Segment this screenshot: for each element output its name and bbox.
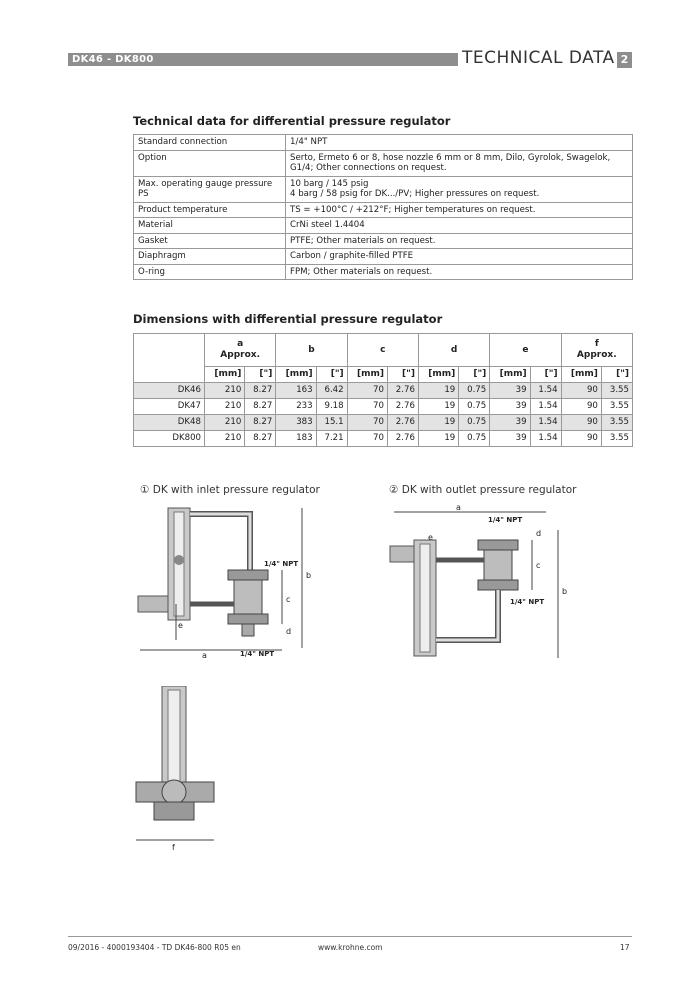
model-cell: DK800 xyxy=(134,431,205,447)
dimension-value: 2.76 xyxy=(387,383,418,399)
tech-row-key: Option xyxy=(134,150,286,176)
dimension-value: 210 xyxy=(205,383,245,399)
dimension-value: 6.42 xyxy=(316,383,347,399)
dimension-value: 8.27 xyxy=(245,415,276,431)
outlet-regulator-drawing xyxy=(386,500,576,662)
unit-header: [mm] xyxy=(205,367,245,383)
tech-row xyxy=(134,135,633,151)
dimension-value: 1.54 xyxy=(530,431,561,447)
dimension-value: 3.55 xyxy=(601,431,632,447)
dimension-group-header: e xyxy=(490,334,561,367)
dimension-value: 39 xyxy=(490,383,530,399)
dim-label-a: a xyxy=(202,651,207,660)
dimension-value: 1.54 xyxy=(530,383,561,399)
dimensions-table xyxy=(133,333,633,447)
dimension-value: 2.76 xyxy=(387,415,418,431)
model-cell: DK46 xyxy=(134,383,205,399)
inlet-regulator-drawing xyxy=(132,500,322,662)
product-name: DK46 - DK800 xyxy=(72,54,154,65)
dimension-group-header: c xyxy=(347,334,418,367)
dim-label-f: f xyxy=(172,843,175,850)
dimension-value: 70 xyxy=(347,415,387,431)
dimension-group-header: d xyxy=(418,334,489,367)
unit-header: ["] xyxy=(601,367,632,383)
dimension-value: 70 xyxy=(347,383,387,399)
dimension-row xyxy=(134,399,633,415)
tech-row xyxy=(134,249,633,265)
tech-row xyxy=(134,233,633,249)
dimension-value: 70 xyxy=(347,431,387,447)
dimension-row xyxy=(134,415,633,431)
dim-table-title: Dimensions with differential pressure regulator xyxy=(133,312,443,326)
dimension-value: 3.55 xyxy=(601,415,632,431)
dimension-value: 39 xyxy=(490,399,530,415)
dimension-value: 0.75 xyxy=(459,383,490,399)
figure-caption-outlet: ② DK with outlet pressure regulator xyxy=(389,484,577,496)
dimension-group-header: b xyxy=(276,334,347,367)
dimension-value: 2.76 xyxy=(387,431,418,447)
dimension-value: 90 xyxy=(561,399,601,415)
dimension-value: 19 xyxy=(418,383,458,399)
unit-header: [mm] xyxy=(418,367,458,383)
tech-row-value: Carbon / graphite-filled PTFE xyxy=(286,249,633,265)
dimension-row xyxy=(134,431,633,447)
tech-row-key: Standard connection xyxy=(134,135,286,151)
footer-document-id: 09/2016 - 4000193404 - TD DK46-800 R05 en xyxy=(68,943,241,952)
npt-label-bottom-2: 1/4" NPT xyxy=(510,598,545,606)
dimension-value: 3.55 xyxy=(601,399,632,415)
dimension-value: 2.76 xyxy=(387,399,418,415)
dim-label-d-2: d xyxy=(536,529,542,538)
tech-row-key: Diaphragm xyxy=(134,249,286,265)
dimension-value: 19 xyxy=(418,415,458,431)
dim-label-b: b xyxy=(306,571,312,580)
dimension-value: 8.27 xyxy=(245,399,276,415)
dimension-value: 39 xyxy=(490,415,530,431)
model-cell: DK47 xyxy=(134,399,205,415)
dimension-value: 0.75 xyxy=(459,431,490,447)
dimension-value: 210 xyxy=(205,431,245,447)
dimension-value: 3.55 xyxy=(601,383,632,399)
dim-label-a-2: a xyxy=(456,503,461,512)
tech-row-key: Material xyxy=(134,218,286,234)
dimension-value: 210 xyxy=(205,399,245,415)
tech-row xyxy=(134,264,633,280)
dimension-value: 9.18 xyxy=(316,399,347,415)
dimension-value: 8.27 xyxy=(245,383,276,399)
tech-row xyxy=(134,202,633,218)
dimension-value: 233 xyxy=(276,399,316,415)
tech-row-value: 10 barg / 145 psig 4 barg / 58 psig for DK.../PV; Higher pressures on request. xyxy=(286,176,633,202)
tech-row-value: TS = +100°C / +212°F; Higher temperatures on request. xyxy=(286,202,633,218)
dimension-value: 90 xyxy=(561,431,601,447)
unit-header: ["] xyxy=(530,367,561,383)
dimension-value: 0.75 xyxy=(459,399,490,415)
section-title: TECHNICAL DATA xyxy=(462,48,615,68)
figure-caption-inlet: ① DK with inlet pressure regulator xyxy=(140,484,320,496)
dimension-value: 90 xyxy=(561,383,601,399)
tech-row-value: FPM; Other materials on request. xyxy=(286,264,633,280)
tech-row-value: CrNi steel 1.4404 xyxy=(286,218,633,234)
unit-header: [mm] xyxy=(347,367,387,383)
dimension-row xyxy=(134,383,633,399)
dimension-value: 383 xyxy=(276,415,316,431)
dimension-value: 90 xyxy=(561,415,601,431)
dim-label-e-2: e xyxy=(428,533,433,542)
dimension-group-header: a Approx. xyxy=(205,334,276,367)
npt-label-bottom: 1/4" NPT xyxy=(240,650,275,658)
tech-row-key: Gasket xyxy=(134,233,286,249)
tech-row-value: PTFE; Other materials on request. xyxy=(286,233,633,249)
dimension-value: 163 xyxy=(276,383,316,399)
footer-divider xyxy=(68,936,632,937)
page-number: 17 xyxy=(620,943,630,952)
unit-header: [mm] xyxy=(490,367,530,383)
dimension-value: 1.54 xyxy=(530,415,561,431)
tech-row-value: 1/4" NPT xyxy=(286,135,633,151)
top-view-drawing xyxy=(132,686,222,850)
dimension-value: 210 xyxy=(205,415,245,431)
tech-table-title: Technical data for differential pressure regulator xyxy=(133,114,451,128)
dimension-value: 8.27 xyxy=(245,431,276,447)
tech-row-key: Max. operating gauge pressure PS xyxy=(134,176,286,202)
unit-header: ["] xyxy=(316,367,347,383)
tech-row-key: O-ring xyxy=(134,264,286,280)
footer-url[interactable]: www.krohne.com xyxy=(318,943,383,952)
npt-label-top: 1/4" NPT xyxy=(264,560,299,568)
dimension-value: 15.1 xyxy=(316,415,347,431)
dimension-group-header: f Approx. xyxy=(561,334,632,367)
npt-label-top-2: 1/4" NPT xyxy=(488,516,523,524)
tech-row xyxy=(134,218,633,234)
model-cell: DK48 xyxy=(134,415,205,431)
dim-label-b-2: b xyxy=(562,587,568,596)
dimension-value: 19 xyxy=(418,399,458,415)
unit-header: ["] xyxy=(245,367,276,383)
section-number: 2 xyxy=(617,52,632,68)
dimension-value: 7.21 xyxy=(316,431,347,447)
technical-data-table xyxy=(133,134,633,280)
dimension-value: 0.75 xyxy=(459,415,490,431)
dim-label-c-2: c xyxy=(536,561,541,570)
tech-row xyxy=(134,176,633,202)
unit-header: ["] xyxy=(459,367,490,383)
dim-label-e: e xyxy=(178,621,183,630)
unit-header: ["] xyxy=(387,367,418,383)
dim-label-c: c xyxy=(286,595,291,604)
dimension-value: 70 xyxy=(347,399,387,415)
dimension-value: 39 xyxy=(490,431,530,447)
dimension-value: 1.54 xyxy=(530,399,561,415)
unit-header: [mm] xyxy=(276,367,316,383)
dimension-value: 19 xyxy=(418,431,458,447)
model-header xyxy=(134,334,205,383)
unit-header: [mm] xyxy=(561,367,601,383)
dimension-value: 183 xyxy=(276,431,316,447)
tech-row-key: Product temperature xyxy=(134,202,286,218)
tech-row-value: Serto, Ermeto 6 or 8, hose nozzle 6 mm or 8 mm, Dilo, Gyrolok, Swagelok, G1/4; Other connections on request. xyxy=(286,150,633,176)
tech-row xyxy=(134,150,633,176)
dim-label-d: d xyxy=(286,627,292,636)
